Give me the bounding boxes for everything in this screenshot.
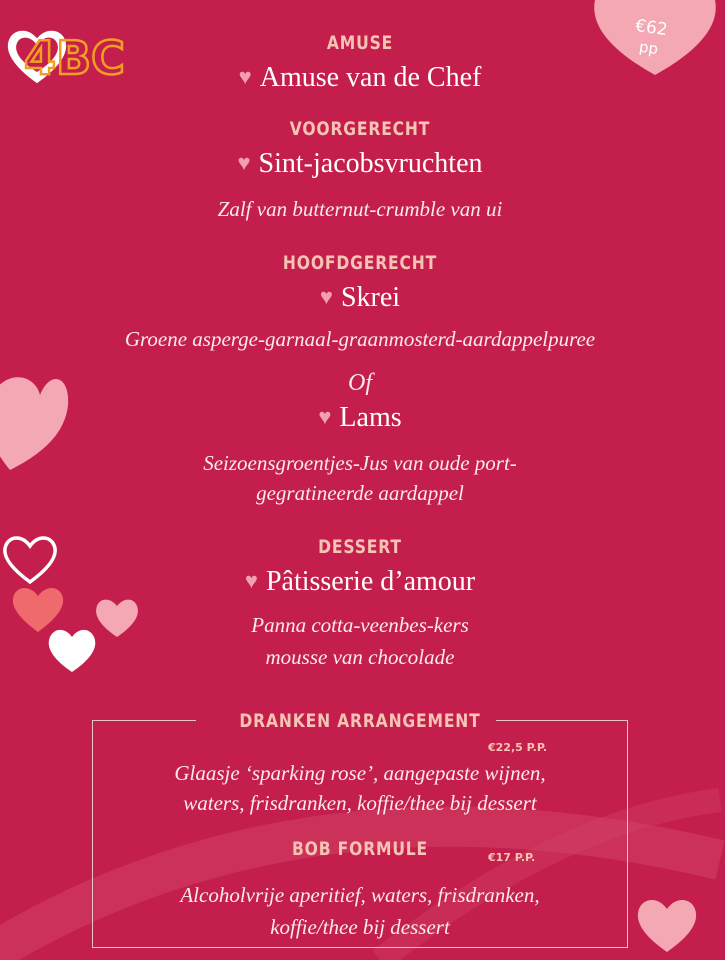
dish-voorgerecht <box>0 148 720 180</box>
section-heading-dessert: DESSERT <box>318 536 402 558</box>
dish-description-line1: Panna cotta-veenbes-kers <box>251 613 469 637</box>
price-bob: €17 P.P. <box>488 851 536 864</box>
dish-description-line1: Seizoensgroentjes-Jus van oude port- <box>203 451 517 475</box>
dish-amuse <box>0 62 720 94</box>
section-heading-hoofdgerecht: HOOFDGERECHT <box>282 252 438 274</box>
price-amount: €62 <box>633 15 669 41</box>
or-separator: Of <box>348 370 372 396</box>
dranken-description-line1: Glaasje ‘sparking rose’, aangepaste wijnen, <box>174 761 546 785</box>
heart-bullet-icon: ♥ <box>238 64 252 89</box>
heart-bullet-icon: ♥ <box>244 568 258 593</box>
dish-description-line2: mousse van chocolade <box>265 645 455 669</box>
price-unit: pp <box>637 37 660 59</box>
section-heading-amuse: AMUSE <box>326 32 394 54</box>
dish-name: Pâtisserie d’amour <box>265 566 476 597</box>
heart-bullet-icon: ♥ <box>237 150 251 175</box>
dish-name: Skrei <box>340 282 401 313</box>
dish-description-line2: gegratineerde aardappel <box>256 481 464 505</box>
price-dranken: €22,5 P.P. <box>488 741 548 754</box>
dish-hoofdgerecht-1 <box>0 282 720 314</box>
dish-name: Amuse van de Chef <box>259 62 482 93</box>
logo-text: 4BC <box>24 31 125 85</box>
dranken-description-line2: waters, frisdranken, koffie/thee bij dessert <box>183 791 537 815</box>
bob-description-line1: Alcoholvrije aperitief, waters, frisdranken, <box>180 883 540 907</box>
dish-description: Groene asperge-garnaal-graanmosterd-aardappelpuree <box>124 327 596 351</box>
section-heading-dranken: DRANKEN ARRANGEMENT <box>239 710 481 732</box>
dish-hoofdgerecht-2 <box>0 402 720 434</box>
bob-description-line2: koffie/thee bij dessert <box>270 915 450 939</box>
dish-name: Sint-jacobsvruchten <box>258 148 483 179</box>
dish-description: Zalf van butternut-crumble van ui <box>217 197 503 221</box>
dish-name: Lams <box>339 402 402 433</box>
heart-bullet-icon: ♥ <box>318 404 332 429</box>
dish-dessert <box>0 566 720 598</box>
section-heading-voorgerecht: VOORGERECHT <box>289 118 431 140</box>
section-heading-bob: BOB FORMULE <box>291 838 429 860</box>
heart-bullet-icon: ♥ <box>319 284 333 309</box>
